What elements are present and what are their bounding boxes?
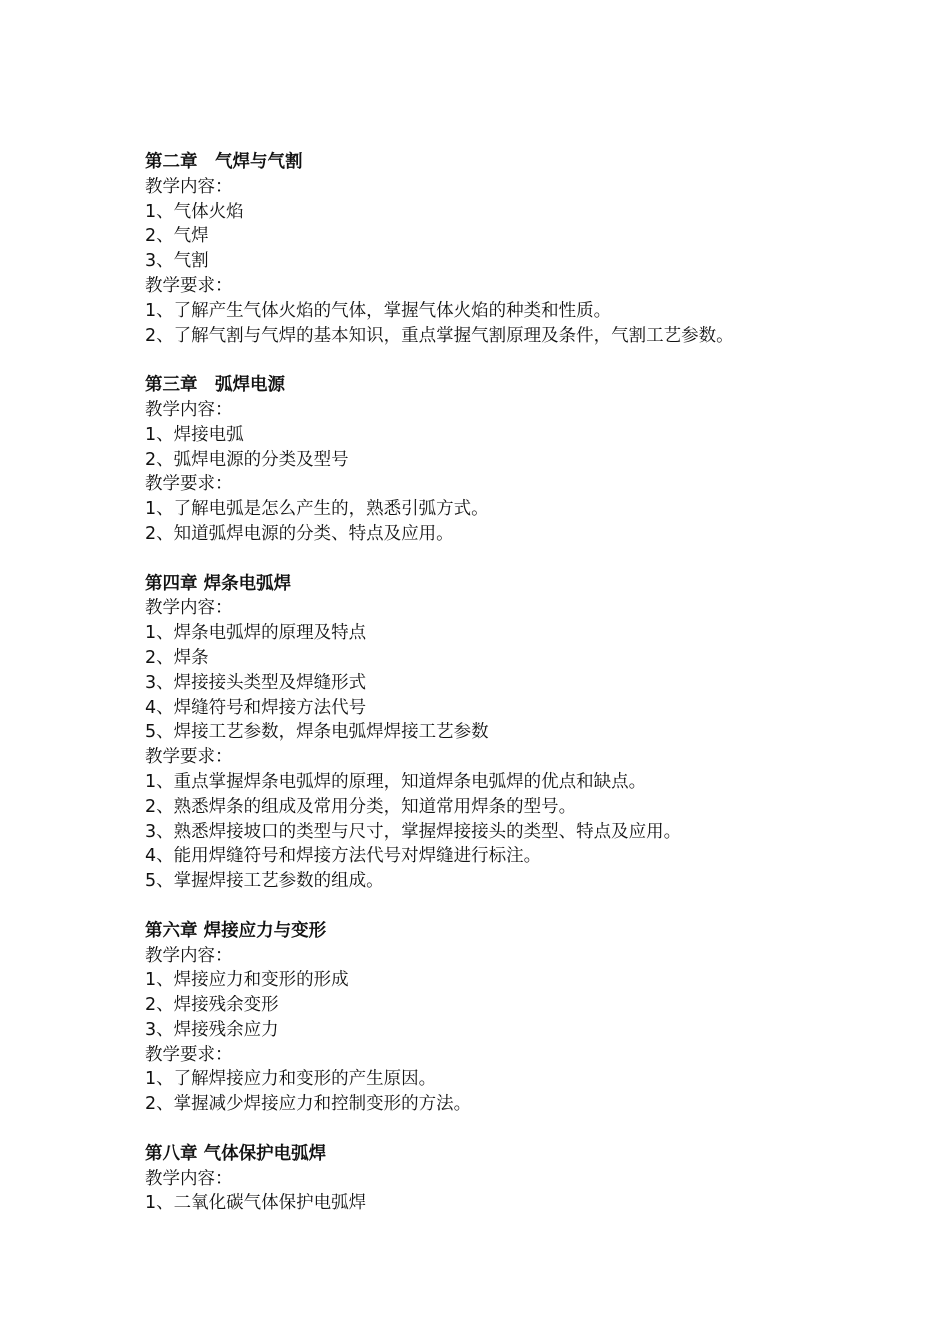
requirement-item: 1、了解产生气体火焰的气体，掌握气体火焰的种类和性质。 [145, 300, 612, 321]
document-page [145, 150, 925, 1241]
chapter-6 [145, 919, 925, 1117]
content-item: 1、二氧化碳气体保护电弧焊 [145, 1193, 367, 1214]
content-item: 2、弧焊电源的分类及型号 [145, 449, 349, 470]
content-item: 2、焊接残余变形 [145, 995, 279, 1016]
requirement-item: 4、能用焊缝符号和焊接方法代号对焊缝进行标注。 [145, 846, 542, 867]
requirement-item: 1、重点掌握焊条电弧焊的原理，知道焊条电弧焊的优点和缺点。 [145, 771, 647, 792]
content-label: 教学内容： [145, 176, 233, 197]
chapter-2 [145, 150, 925, 348]
content-item: 1、气体火焰 [145, 201, 244, 222]
chapter-title: 第六章 焊接应力与变形 [145, 920, 327, 941]
chapter-3 [145, 373, 925, 547]
requirement-item: 2、熟悉焊条的组成及常用分类，知道常用焊条的型号。 [145, 796, 577, 817]
content-label: 教学内容： [145, 1168, 233, 1189]
content-item: 3、焊接接头类型及焊缝形式 [145, 672, 367, 693]
content-item: 4、焊缝符号和焊接方法代号 [145, 697, 367, 718]
chapter-title: 第三章 弧焊电源 [145, 375, 285, 396]
content-item: 1、焊接电弧 [145, 424, 244, 445]
requirement-item: 5、掌握焊接工艺参数的组成。 [145, 871, 384, 892]
requirement-item: 3、熟悉焊接坡口的类型与尺寸，掌握焊接接头的类型、特点及应用。 [145, 821, 682, 842]
chapter-title: 第二章 气焊与气割 [145, 152, 303, 172]
requirement-item: 1、了解电弧是怎么产生的，熟悉引弧方式。 [145, 499, 489, 520]
chapter-4 [145, 572, 925, 894]
chapter-title: 第八章 气体保护电弧焊 [145, 1143, 327, 1164]
requirement-item: 1、了解焊接应力和变形的产生原因。 [145, 1069, 437, 1090]
content-label: 教学内容： [145, 945, 233, 966]
content-label: 教学内容： [145, 399, 233, 420]
requirement-item: 2、掌握减少焊接应力和控制变形的方法。 [145, 1094, 472, 1115]
chapter-8 [145, 1142, 925, 1216]
requirement-item: 2、了解气割与气焊的基本知识，重点掌握气割原理及条件，气割工艺参数。 [145, 325, 734, 346]
content-item: 1、焊接应力和变形的形成 [145, 970, 349, 991]
content-item: 3、焊接残余应力 [145, 1019, 279, 1040]
requirement-label: 教学要求： [145, 747, 233, 768]
requirement-item: 2、知道弧焊电源的分类、特点及应用。 [145, 523, 454, 544]
content-item: 5、焊接工艺参数，焊条电弧焊焊接工艺参数 [145, 722, 489, 743]
content-item: 2、气焊 [145, 226, 209, 247]
requirement-label: 教学要求： [145, 275, 233, 296]
requirement-label: 教学要求： [145, 474, 233, 495]
chapter-title: 第四章 焊条电弧焊 [145, 573, 292, 594]
requirement-label: 教学要求： [145, 1044, 233, 1065]
content-item: 2、焊条 [145, 647, 209, 668]
content-label: 教学内容： [145, 598, 233, 619]
content-item: 1、焊条电弧焊的原理及特点 [145, 623, 367, 644]
content-item: 3、气割 [145, 251, 209, 272]
